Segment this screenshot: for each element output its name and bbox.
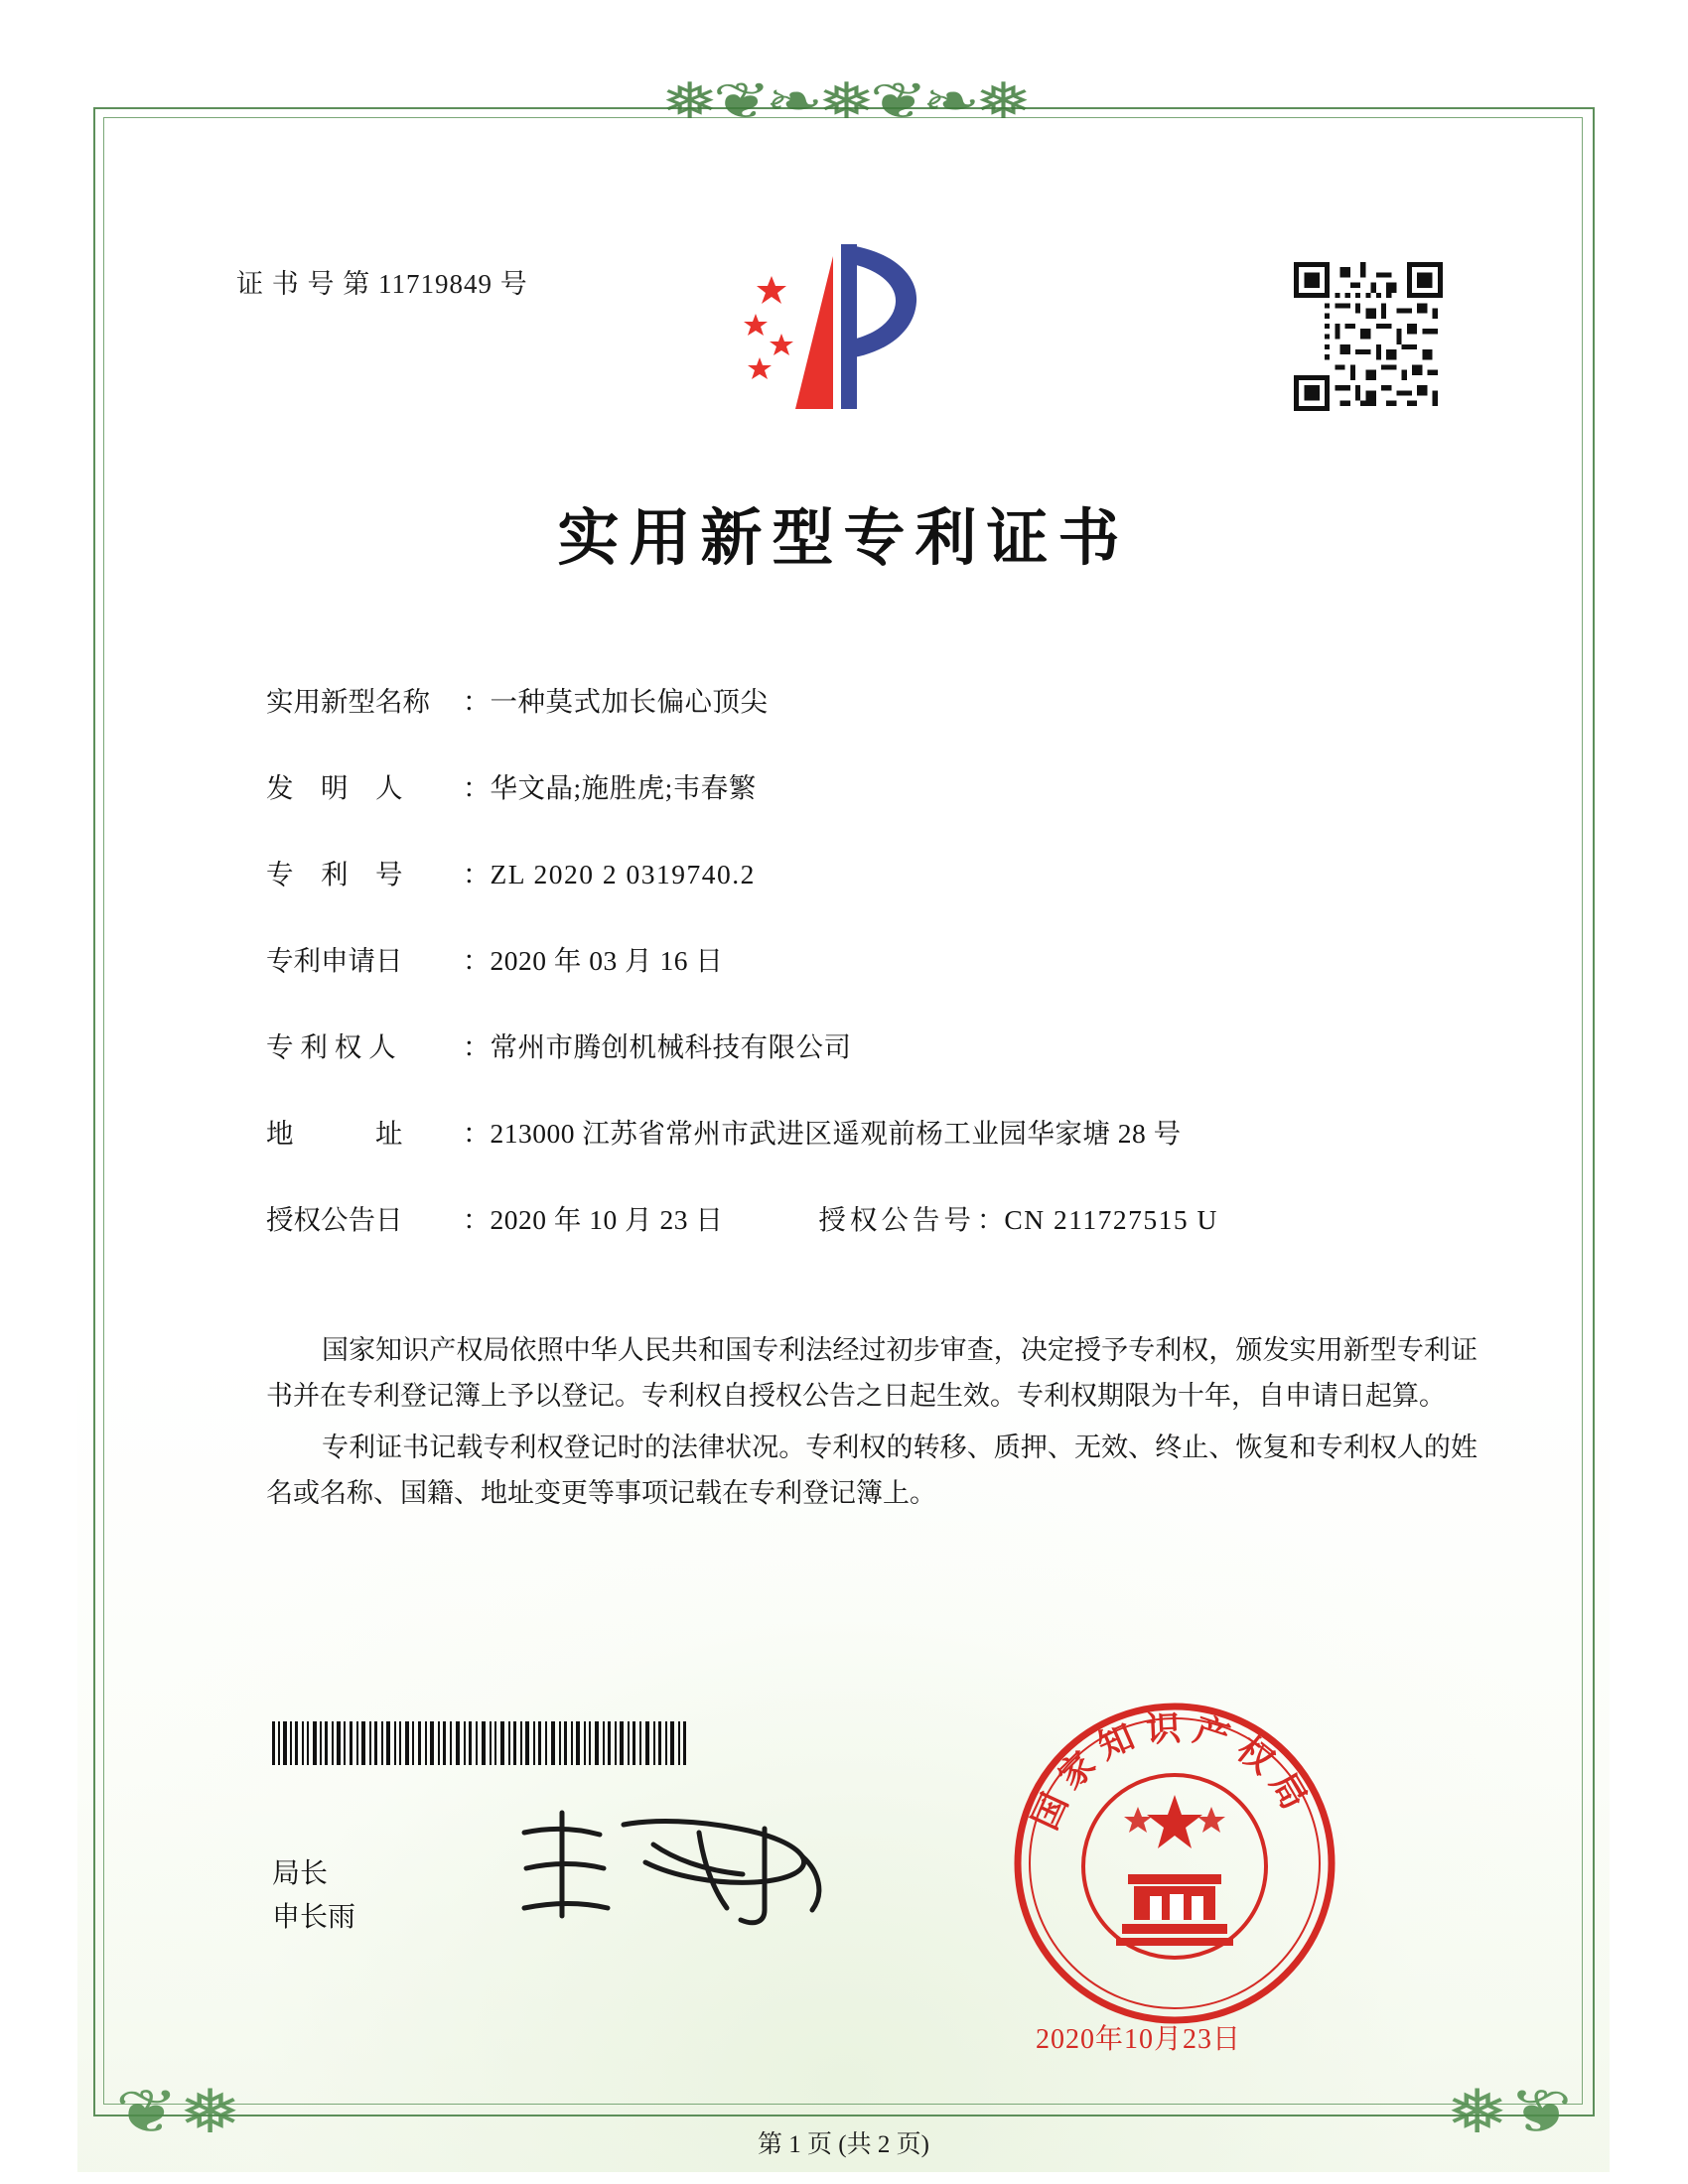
field-patent-number [266, 852, 1468, 891]
field-colon: ： [463, 1031, 491, 1062]
field-label: 专利申请日 [266, 945, 403, 976]
field-value: 华文晶;施胜虎;韦春繁 [490, 772, 757, 803]
field-colon: ： [463, 772, 491, 803]
certificate-number: 证 书 号 第 11719849 号 [236, 269, 528, 299]
field-value: 213000 江苏省常州市武进区遥观前杨工业园华家塘 28 号 [490, 1118, 1182, 1149]
field-colon: ： [463, 1204, 491, 1235]
field-value: 2020 年 03 月 16 日 [490, 945, 724, 976]
ornament-top: ❅❦❧❅❦❧❅ [660, 73, 1027, 130]
field-value: 一种莫式加长偏心顶尖 [490, 686, 769, 717]
barcode [272, 1721, 687, 1765]
grant-date-label: 授权公告日 [266, 1204, 403, 1235]
field-value: 常州市腾创机械科技有限公司 [490, 1031, 852, 1062]
ornament-bottom-left: ❦❅ [115, 2079, 242, 2146]
field-label: 专 利 号 [266, 859, 403, 889]
field-colon: ： [463, 859, 491, 889]
field-colon: ： [463, 1118, 491, 1149]
handwritten-signature [504, 1799, 842, 1938]
field-list [266, 679, 1468, 1284]
seal-date: 2020年10月23日 [1036, 2024, 1242, 2055]
svg-text:国家知识产权局: 国家知识产权局 [1024, 1707, 1321, 1837]
field-colon: ： [976, 1204, 1005, 1235]
grant-number-value: CN 211727515 U [1004, 1204, 1218, 1235]
ornament-bottom-right: ❦❅ [1445, 2079, 1572, 2146]
field-colon: ： [463, 945, 491, 976]
field-colon: ： [463, 686, 491, 717]
field-patentee [266, 1024, 1468, 1064]
paragraph-2: 专利证书记载专利权登记时的法律状况。专利权的转移、质押、无效、终止、恢复和专利权人的姓名或名称、国籍、地址变更等事项记载在专利登记簿上。 [266, 1433, 1477, 1508]
field-address [266, 1111, 1468, 1151]
field-label: 实用新型名称 [266, 686, 430, 717]
field-label: 地 址 [266, 1118, 403, 1149]
field-grant-announcement [266, 1197, 1468, 1237]
signature-block [272, 1852, 355, 1940]
field-label: 发 明 人 [266, 772, 403, 803]
paragraph-1: 国家知识产权局依照中华人民共和国专利法经过初步审查，决定授予专利权，颁发实用新型专利证书并在专利登记簿上予以登记。专利权自授权公告之日起生效。专利权期限为十年，自申请日起算。 [266, 1335, 1477, 1411]
field-utility-model-name [266, 679, 1468, 719]
field-application-date [266, 938, 1468, 978]
certificate-sheet [77, 12, 1610, 2172]
qr-code [1294, 262, 1443, 411]
grant-number-group [818, 1197, 1218, 1237]
cnipa-logo [738, 238, 966, 417]
director-role-label: 局长 [272, 1858, 329, 1889]
grant-date-value: 2020 年 10 月 23 日 [490, 1204, 724, 1235]
official-seal [1011, 1700, 1338, 2027]
director-name: 申长雨 [272, 1902, 356, 1933]
field-inventors [266, 765, 1468, 805]
grant-number-label: 授权公告号 [818, 1204, 975, 1235]
legal-text [266, 1327, 1477, 1522]
page-title: 实用新型专利证书 [557, 501, 1130, 574]
page-footer: 第 1 页 (共 2 页) [758, 2131, 929, 2158]
field-value: ZL 2020 2 0319740.2 [490, 859, 756, 889]
field-label: 专 利 权 人 [266, 1031, 396, 1062]
